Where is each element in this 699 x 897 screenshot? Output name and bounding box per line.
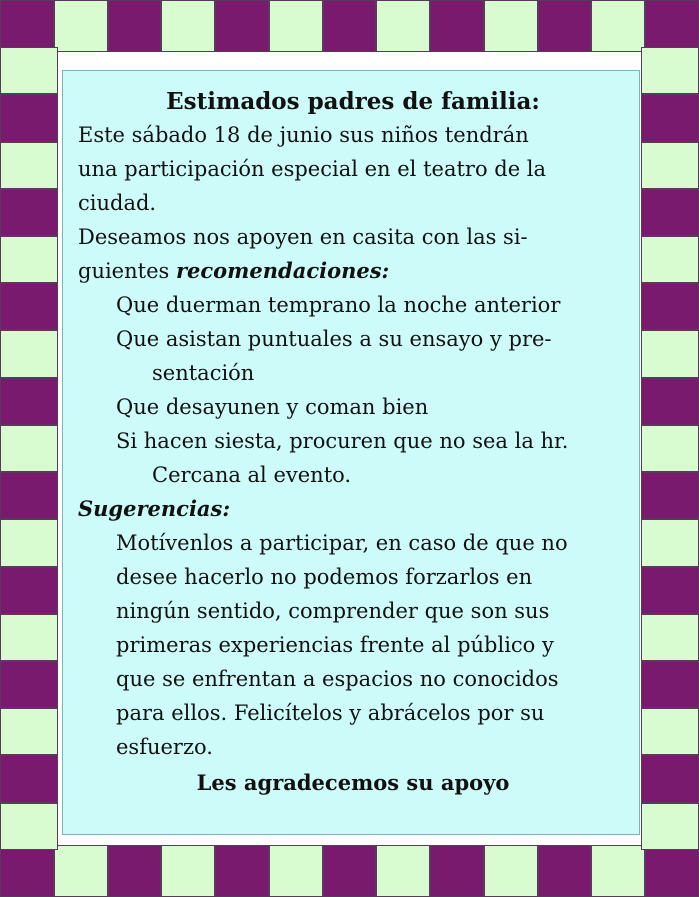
suggestion-line: que se enfrentan a espacios no conocidos <box>116 667 559 691</box>
border-tile <box>0 845 54 897</box>
border-tile <box>641 236 699 283</box>
border-tile <box>0 283 58 330</box>
border-tile <box>430 845 484 897</box>
suggestion-line: ningún sentido, comprender que son sus <box>116 599 550 623</box>
border-tile <box>641 142 699 189</box>
border-tile <box>430 0 484 52</box>
border-tile <box>0 519 58 567</box>
border-tile <box>0 94 58 142</box>
request-line <box>78 254 628 288</box>
border-tile <box>323 845 376 897</box>
border-tile <box>0 378 58 425</box>
border-tile <box>641 661 699 708</box>
border-tile <box>0 708 58 755</box>
border-tile <box>0 425 58 472</box>
border-tile <box>0 755 58 803</box>
border-tile <box>641 755 699 803</box>
border-tile <box>645 845 699 897</box>
recommendation-item: Si hacen siesta, procuren que no sea la hr. <box>116 429 569 453</box>
border-tile <box>0 803 58 850</box>
border-tile <box>641 189 699 236</box>
border-tile <box>484 0 538 52</box>
border-tile <box>641 330 699 378</box>
border-tile <box>484 845 538 897</box>
border-tile <box>641 567 699 614</box>
recommendation-continuation: Cercana al evento. <box>152 463 352 487</box>
border-tile <box>641 614 699 661</box>
notice-content <box>78 86 628 800</box>
border-tile <box>641 519 699 567</box>
suggestion-line: Motívenlos a participar, en caso de que no <box>116 531 568 555</box>
border-tile <box>0 330 58 378</box>
border-tile <box>0 0 54 52</box>
border-tile <box>641 283 699 330</box>
border-tile <box>0 142 58 189</box>
recommendation-continuation: sentación <box>152 361 255 385</box>
suggestion-line: desee hacerlo no podemos forzarlos en <box>116 565 533 589</box>
border-tile <box>591 0 645 52</box>
recommendations-heading: recomendaciones: <box>175 258 390 283</box>
border-tile <box>641 472 699 519</box>
suggestion-line: esfuerzo. <box>116 735 213 759</box>
suggestion-line: para ellos. Felicítelos y abrácelos por su <box>116 701 545 725</box>
border-tile <box>0 661 58 708</box>
border-tile <box>0 472 58 519</box>
intro-line: Este sábado 18 de junio sus niños tendrán <box>78 123 529 147</box>
notice-title: Estimados padres de familia: <box>166 88 540 115</box>
border-tile <box>641 708 699 755</box>
border-tile <box>538 0 591 52</box>
intro-line: una participación especial en el teatro de la <box>78 157 547 181</box>
closing-line: Les agradecemos su apoyo <box>196 770 510 795</box>
border-tile <box>641 803 699 850</box>
recommendation-item: Que duerman temprano la noche anterior <box>116 293 561 317</box>
recommendation-item: Que desayunen y coman bien <box>116 395 429 419</box>
border-tile <box>0 236 58 283</box>
border-tile <box>376 0 430 52</box>
border-tile <box>641 378 699 425</box>
border-tile <box>161 845 215 897</box>
recommendation-item: Que asistan puntuales a su ensayo y pre- <box>116 327 552 351</box>
request-line: Deseamos nos apoyen en casita con las si- <box>78 225 528 249</box>
border-tile <box>161 0 215 52</box>
border-tile <box>108 0 161 52</box>
request-prefix: guientes <box>78 259 176 283</box>
border-tile <box>215 0 269 52</box>
suggestion-line: primeras experiencias frente al público y <box>116 633 554 657</box>
border-tile <box>54 0 108 52</box>
border-tile <box>591 845 645 897</box>
border-tile <box>641 94 699 142</box>
border-tile <box>0 47 58 94</box>
border-tile <box>641 47 699 94</box>
border-tile <box>269 845 323 897</box>
suggestions-heading: Sugerencias: <box>78 496 231 521</box>
border-tile <box>376 845 430 897</box>
border-tile <box>0 614 58 661</box>
border-tile <box>215 845 269 897</box>
border-tile <box>641 425 699 472</box>
intro-line: ciudad. <box>78 191 157 215</box>
border-tile <box>269 0 323 52</box>
border-tile <box>0 189 58 236</box>
border-tile <box>108 845 161 897</box>
border-tile <box>0 567 58 614</box>
border-tile <box>538 845 591 897</box>
border-tile <box>323 0 376 52</box>
border-tile <box>54 845 108 897</box>
border-tile <box>645 0 699 52</box>
